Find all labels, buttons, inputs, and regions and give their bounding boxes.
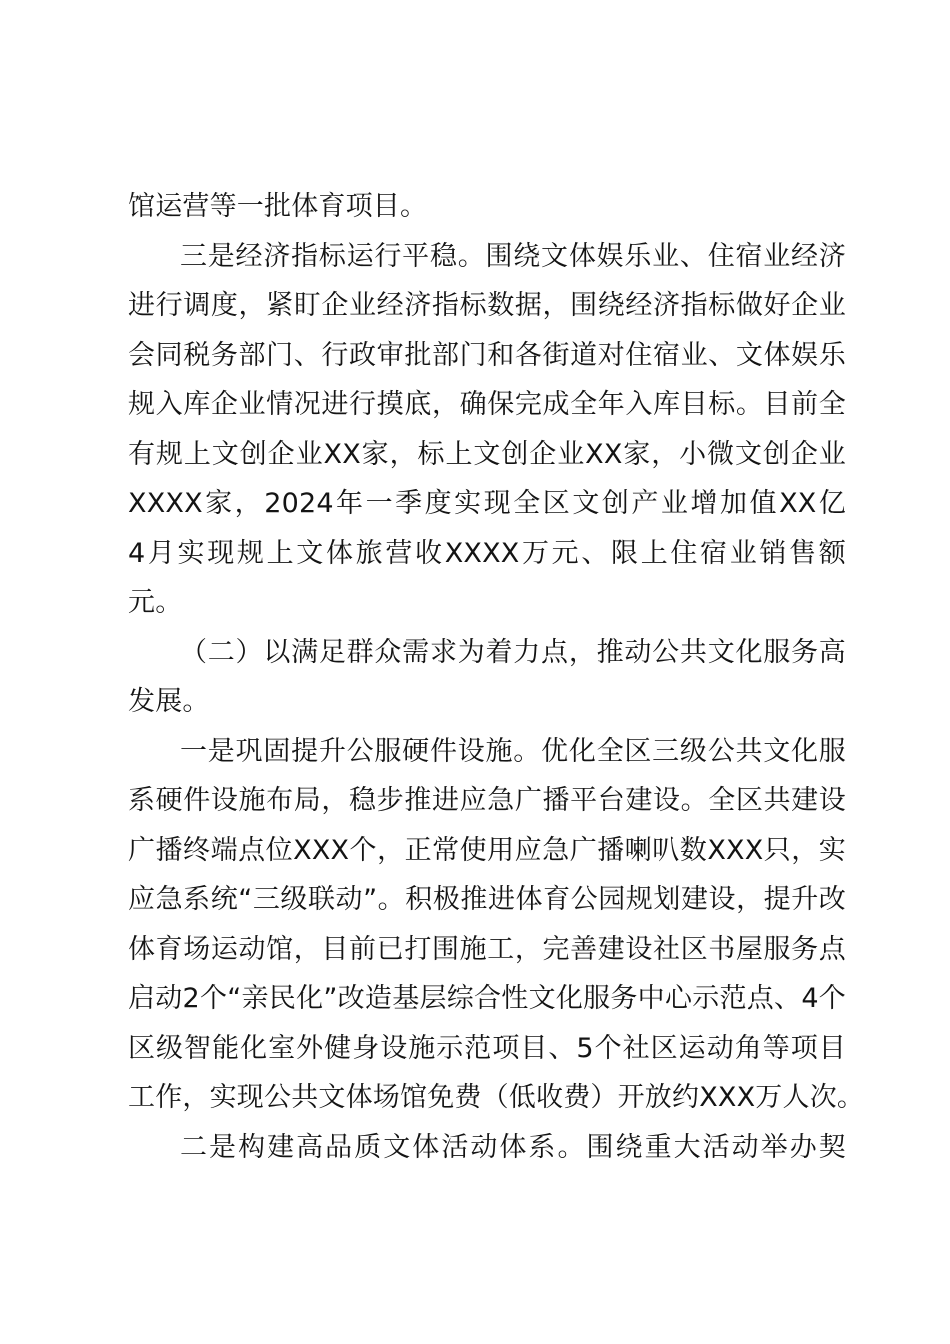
text-line: 有规上文创企业XX家，标上文创企业XX家，小微文创企业 — [128, 438, 846, 470]
text-line: （二）以满足群众需求为着力点，推动公共文化服务高 — [180, 636, 846, 668]
text-line: 一是巩固提升公服硬件设施。优化全区三级公共文化服 — [180, 735, 846, 767]
document-body — [128, 182, 865, 1172]
text-line: 广播终端点位XXX个，正常使用应急广播喇叭数XXX只，实 — [128, 834, 846, 866]
text-line: 进行调度，紧盯企业经济指标数据，围绕经济指标做好企业 — [128, 290, 846, 321]
text-line: 4月实现规上文体旅营收XXXX万元、限上住宿业销售额 — [128, 537, 846, 569]
text-line: 工作，实现公共文体场馆免费（低收费）开放约XXX万人次。 — [128, 1082, 865, 1113]
text-line: 区级智能化室外健身设施示范项目、5个社区运动角等项目 — [128, 1032, 846, 1064]
text-line: 系硬件设施布局，稳步推进应急广播平台建设。全区共建设 — [128, 785, 846, 816]
text-line: 馆运营等一批体育项目。 — [128, 191, 428, 222]
text-line: 发展。 — [128, 686, 210, 717]
text-line: XXXX家，2024年一季度实现全区文创产业增加值XX亿 — [128, 488, 846, 519]
text-line: 启动2个“亲民化”改造基层综合性文化服务中心示范点、4个 — [128, 983, 846, 1014]
text-line: 二是构建高品质文体活动体系。围绕重大活动举办契 — [180, 1131, 846, 1163]
text-line: 体育场运动馆，目前已打围施工，完善建设社区书屋服务点 — [128, 933, 846, 965]
text-line: 会同税务部门、行政审批部门和各街道对住宿业、文体娱乐 — [128, 339, 846, 371]
text-line: 规入库企业情况进行摸底，确保完成全年入库目标。目前全 — [128, 389, 846, 420]
text-line: 三是经济指标运行平稳。围绕文体娱乐业、住宿业经济 — [180, 240, 846, 272]
text-line: 应急系统“三级联动”。积极推进体育公园规划建设，提升改 — [128, 884, 846, 915]
text-line: 元。 — [128, 587, 183, 618]
